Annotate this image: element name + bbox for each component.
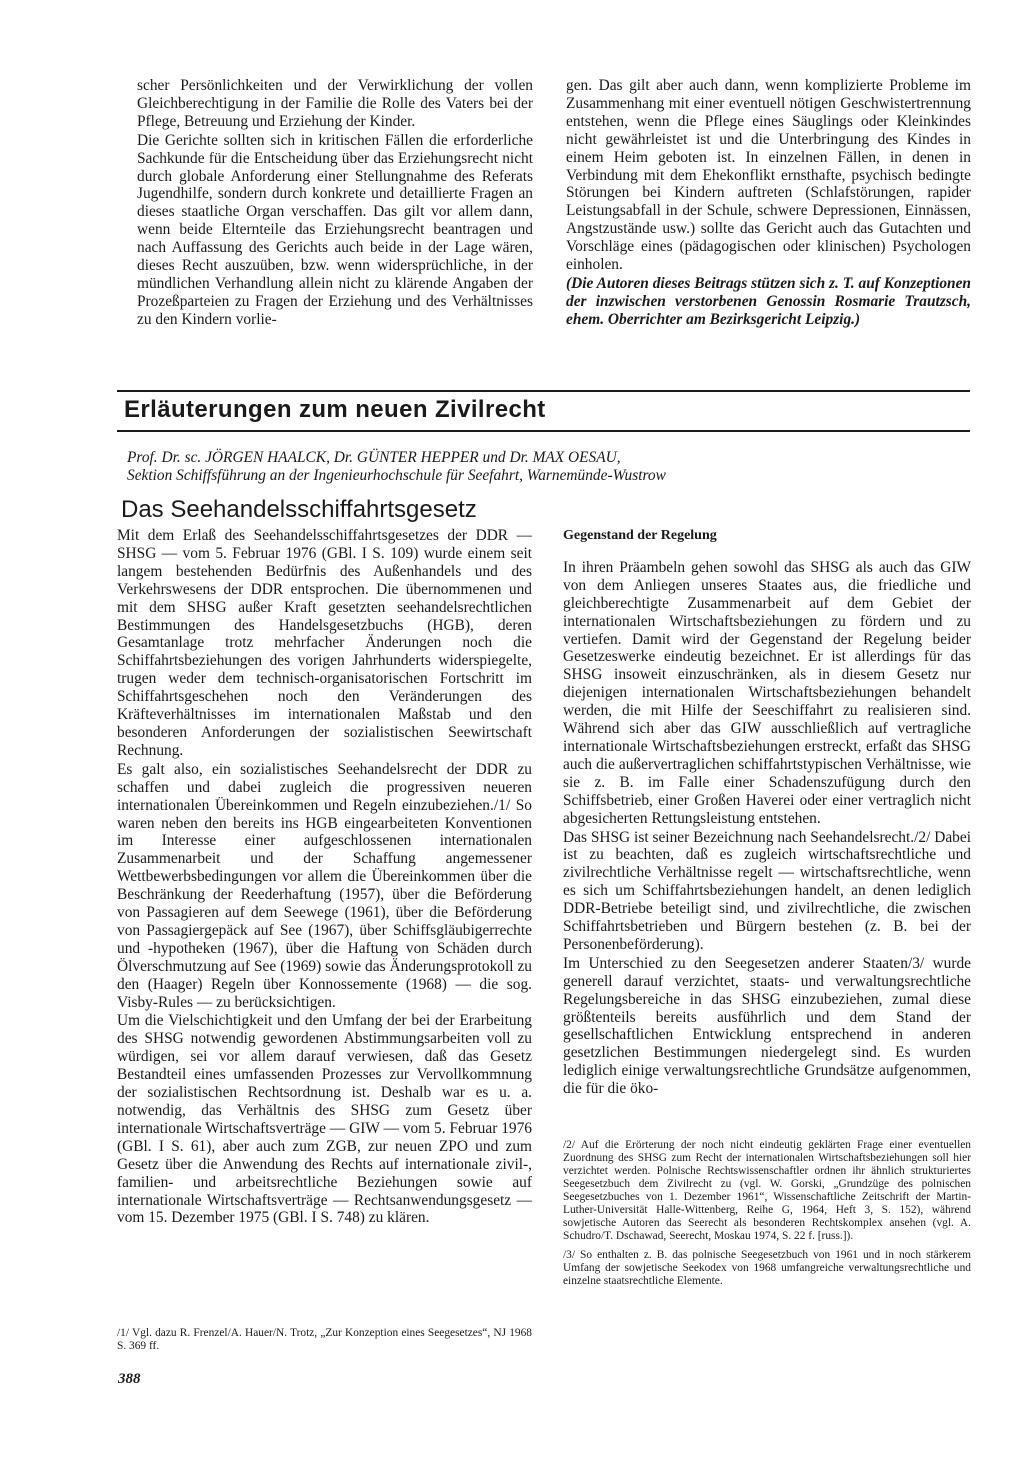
article-right-column [563,527,971,1098]
article-title: Das Seehandelsschiffahrtsgesetz [121,496,477,523]
paragraph: scher Persönlichkeiten und der Verwirklichung der vollen Gleichberechtigung in der Familie die Rolle des Vaters bei der Pflege, Betreuung und Erziehung der Kinder. [137,77,533,130]
paragraph: gen. Das gilt aber auch dann, wenn komplizierte Probleme im Zusammenhang mit einer eventuell nötigen Geschwistertrennung entstehen, wenn die Pflege eines Säuglings oder Kleinkindes nicht gewährleistet ist und die Unterbringung des Kindes in einem Heim geboten ist. In einzelnen Fällen, in denen in Verbindung mit dem Ehekonflikt ernsthafte, psychisch bedingte Störungen bei Kindern auftreten (Schlafstörungen, rapider Leistungsabfall in der Schule, schwere Depressionen, Einnässen, Angstzustände usw.) sollte das Gericht auch das Gutachten und Vorschläge eines (pädagogischen oder klinischen) Psychologen einholen. [566,77,971,274]
paragraph: Im Unterschied zu den Seegesetzen anderer Staaten/3/ wurde generell darauf verzichtet, staats- und verwaltungsrechtliche Regelungsbereiche in das SHSG einzubeziehen, zumal diese größtenteils bereits ausführlich und dem Stand der gesellschaftlichen Entwicklung entsprechend in anderen gesetzlichen Bestimmungen niedergelegt sind. Es wurden lediglich einige verwaltungsrechtliche Grundsätze aufgenommen, die für die öko- [563,954,971,1098]
paragraph: Die Gerichte sollten sich in kritischen Fällen die erforderliche Sachkunde für die Entscheidung über das Erziehungsrecht nicht durch globale Anforderung einer Stellungnahme des Referats Jugendhilfe, sondern durch konkrete und detaillierte Fragen an dieses staatliche Organ verschaffen. Das gilt vor allem dann, wenn beide Elternteile das Erziehungsrecht beantragen und nach Auffassung des Gerichts auch beide in der Lage wären, dieses Recht auszuüben, bzw. wenn widersprüchliche, in der mündlichen Verhandlung allein nicht zu klärende Angaben der Prozeßparteien zu Fragen der Erziehung und des Verhältnisses zu den Kindern vorlie- [137,131,533,328]
footnotes-left [117,1327,532,1359]
author-byline [127,449,972,485]
footnotes-right [563,1139,971,1294]
paragraph: In ihren Präambeln gehen sowohl das SHSG als auch das GIW von dem Anliegen unseres Staates aus, die friedliche und gleichberechtigte Zusammenarbeit auf dem Gebiet der internationalen Wirtschaftsbeziehungen zu fördern und zu vertiefen. Damit wird der Gegenstand der Regelung beider Gesetzeswerke eindeutig bezeichnet. Er ist allerdings für das SHSG insoweit einzuschränken, als in diesem Gesetz nur diejenigen internationalen Wirtschaftsbeziehungen behandelt werden, die mit Hilfe der Seeschiffahrt zu realisieren sind. Während sich aber das GIW ausschließlich auf vertragliche internationale Wirtschaftsbeziehungen erstreckt, erfaßt das SHSG auch die außervertraglichen schiffahrtstypischen Verhältnisse, wie sie z. B. im Falle einer Schadenszufügung durch den Schiffsbetrieb, einer Großen Haverei oder einer vertraglich nicht abgesicherten Rettungsleistung entstehen. [563,558,971,827]
top-left-column [137,77,533,329]
paragraph: Es galt also, ein sozialistisches Seehandelsrecht der DDR zu schaffen und dabei zugleich die progressiven neueren internationalen Übereinkommen und Regeln einzubeziehen./1/ So waren neben den bereits ins HGB eingearbeiteten Konventionen im Interesse einer aufgeschlossenen internationalen Zusammenarbeit und der Schaffung angemessener Wettbewerbsbedingungen vor allem die Übereinkommen über die Beschränkung der Reederhaftung (1957), über die Beförderung von Passagieren auf dem Seewege (1961), über die Beförderung von Passagiergepäck auf See (1967), über Schiffsgläubigerrechte und -hypotheken (1967), über die Haftung von Schäden durch Ölverschmutzung auf See (1969) sowie das Änderungsprotokoll zu den (Haager) Regeln über Konnossemente (1968) — die sog. Visby-Rules — zu berücksichtigen. [117,760,532,1011]
article-left-column [117,527,532,1227]
page-number: 388 [118,1371,141,1387]
top-right-column [566,77,971,329]
author-note: (Die Autoren dieses Beitrags stützen sich z. T. auf Konzeptionen der inzwischen verstorbenen Genossin Rosmarie Trautzsch, ehem. Oberrichter am Bezirksgericht Leipzig.) [566,274,971,328]
paragraph: Mit dem Erlaß des Seehandelsschiffahrtsgesetzes der DDR — SHSG — vom 5. Februar 1976 (GBl. I S. 109) wurde einem seit langem bestehenden Bedürfnis des Außenhandels und des Verkehrswesens der DDR entsprochen. Die übernommenen und mit dem SHSG außer Kraft gesetzten seehandelsrechtlichen Bestimmungen des Handelsgesetzbuchs (HGB), deren Gesamtanlage trotz mehrfacher Änderungen noch die Schiffahrtsbeziehungen des vorigen Jahrhunderts widerspiegelte, trugen weder dem technisch-organisatorischen Fortschritt im Schiffahrtsgeschehen noch den Veränderungen des Kräfteverhältnisses im internationalen Maßstab und den besonderen Anforderungen der sozialistischen Seewirtschaft Rechnung. [117,527,532,759]
footnote: /2/ Auf die Erörterung der noch nicht eindeutig geklärten Frage einer eventuellen Zuordnung des SHSG zum Recht der internationalen Wirtschaftsbeziehungen soll hier verzichtet werden. Polnische Rechtswissenschaftler ordnen ihr ähnlich strukturiertes Seegesetzbuch dem Zivilrecht zu (vgl. W. Gorski, „Grundzüge des polnischen Seegesetzbuches von 1. Dezember 1961“, Wissenschaftliche Zeitschrift der Martin-Luther-Universität Halle-Wittenberg, Reihe G, 1964, Heft 3, S. 152), während sowjetische Autoren das Seerecht als besonderen Rechtskomplex ansehen (vgl. A. Schudro/T. Dschawad, Seerecht, Moskau 1974, S. 22 f. [russ.]). [563,1139,971,1242]
author-names: Prof. Dr. sc. JÖRGEN HAALCK, Dr. GÜNTER HEPPER und Dr. MAX OESAU, [127,449,621,466]
footnote: /3/ So enthalten z. B. das polnische Seegesetzbuch von 1961 und in noch stärkerem Umfang der sowjetische Seekodex von 1968 umfangreiche verwaltungsrechtliche und einzelne staatsrechtliche Elemente. [563,1249,971,1287]
paragraph: Um die Vielschichtigkeit und den Umfang der bei der Erarbeitung des SHSG notwendig gewordenen Abstimmungsarbeiten voll zu würdigen, sei vor allem darauf verwiesen, daß das Gesetz Bestandteil eines umfassenden Prozesses zur Vervollkommnung der sozialistischen Rechtsordnung ist. Deshalb war es u. a. notwendig, das Verhältnis des SHSG zum Gesetz über internationale Wirtschaftsverträge — GIW — vom 5. Februar 1976 (GBl. I S. 61), aber auch zum ZGB, zur neuen ZPO und zum Gesetz über die Anwendung des Rechts auf internationale zivil-, familien- und arbeitsrechtliche Beziehungen sowie auf internationale Wirtschaftsverträge — Rechtsanwendungsgesetz — vom 15. Dezember 1975 (GBl. I S. 748) zu klären. [117,1012,532,1227]
subheading: Gegenstand der Regelung [563,528,717,543]
section-rule-top [117,390,970,392]
section-rule-bottom [117,430,970,432]
author-affiliation: Sektion Schiffsführung an der Ingenieurhochschule für Seefahrt, Warnemünde-Wustrow [127,467,666,484]
section-title: Erläuterungen zum neuen Zivilrecht [124,396,546,423]
footnote: /1/ Vgl. dazu R. Frenzel/A. Hauer/N. Trotz, „Zur Konzeption eines Seegesetzes“, NJ 1968 S. 369 ff. [117,1327,532,1352]
paragraph: Das SHSG ist seiner Bezeichnung nach Seehandelsrecht./2/ Dabei ist zu beachten, daß es zugleich wirtschaftsrechtliche und zivilrechtliche Verhältnisse regelt — wirtschaftsrechtliche, wenn es sich um Schiffahrtsbeziehungen handelt, an denen lediglich DDR-Betriebe beteiligt sind, und zivilrechtliche, die zwischen Schiffahrtsbetrieben und Bürgern bestehen (z. B. bei der Personenbeförderung). [563,828,971,953]
